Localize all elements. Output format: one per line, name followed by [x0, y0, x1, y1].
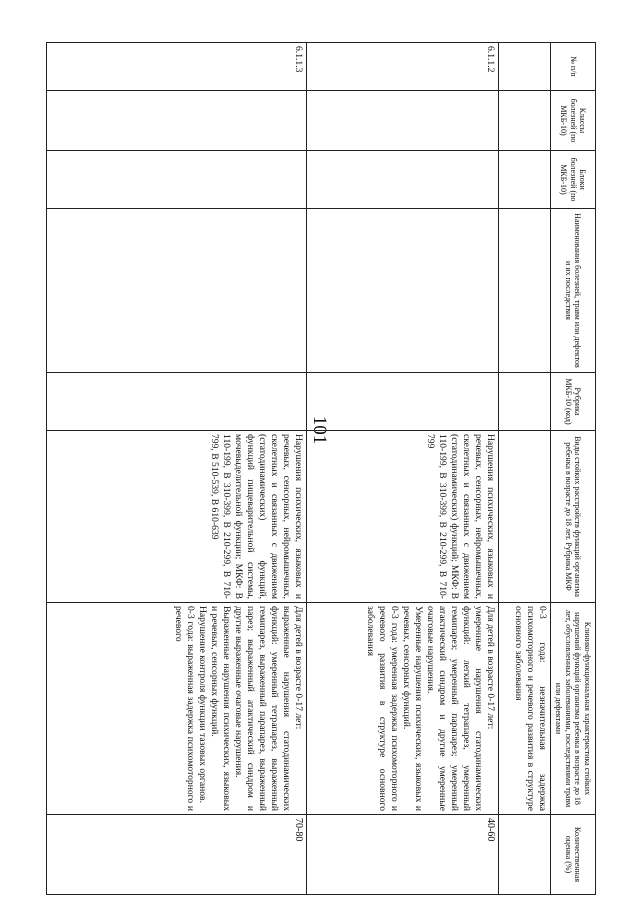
- clinical-line: выраженные нарушения статодинамических функций: умеренный тетрапарез, выраженный гемипарез, выраженный парапарез, выраженный парез; выраженный атактический синдром и другие выраженные очаговые нарушения.: [233, 606, 292, 811]
- header-disorders: Виды стойких расстройств функций организма ребенка в возрасте до 18 лет. Рубрика МКФ: [551, 431, 596, 603]
- disability-criteria-table: [46, 42, 596, 895]
- rotated-table-wrapper: [46, 42, 596, 894]
- score-value: 40-60: [307, 815, 499, 895]
- clinical-line: 0-3 года: выраженная задержка психомоторного и речевого: [173, 606, 196, 811]
- page-number: 101: [309, 415, 330, 445]
- clinical-line: Нарушение контроля функции тазовых органов.: [197, 606, 208, 803]
- header-diseases: Наименования болезней, травм или дефектов и их последствия: [551, 209, 596, 373]
- table-header-row: [551, 43, 596, 895]
- disorders-cell: Нарушения психических, языковых и речевых, сенсорных, нейромышечных, скелетных и связанных с движением (статодинамических) функций, функций пищеварительной системы, мочевыделительной функции; МКФ: В 110-199, В 310-399, В 210-299, В 710-799, В 510-539, В 610-639: [47, 431, 307, 603]
- row-number: 6.1.1.3: [47, 43, 307, 91]
- clinical-line: 0-3 года: умеренная задержка психомоторного и речевого развития в структуре основного заболевания: [365, 606, 400, 811]
- clinical-line: Для детей в возрасте 0-17 лет:: [485, 606, 496, 730]
- clinical-line: умеренные нарушения статодинамических функций: легкий тетрапарез, умеренный гемипарез; умеренный парапарез; умеренный атактический синдром и другие умеренные очаговые нарушения.: [425, 606, 484, 811]
- clinical-cell: 0-3 года: незначительная задержка психомоторного и речевого развития в структуре основного заболевания: [499, 603, 551, 815]
- row-number: 6.1.1.2: [307, 43, 499, 91]
- disorders-cell: Нарушения психических, языковых и речевых, сенсорных, нейромышечных, скелетных и связанных с движением (статодинамических) функций; МКФ: В 110-199, В 310-399, В 210-299, В 710-799: [307, 431, 499, 603]
- clinical-line: Выраженные нарушения психических, языковых и речевых, сенсорных функций.: [209, 606, 232, 811]
- clinical-cell: [47, 603, 307, 815]
- score-value: 70-80: [47, 815, 307, 895]
- header-classes: Классы болезней (по МКБ-10): [551, 91, 596, 151]
- header-score: Количественная оценка (%): [551, 815, 596, 895]
- clinical-cell: [307, 603, 499, 815]
- table-row: [47, 43, 307, 895]
- header-rubric: Рубрика МКБ-10 (код): [551, 373, 596, 431]
- clinical-line: Умеренные нарушения психических, языковых и речевых, сенсорных функций.: [401, 606, 424, 811]
- header-clinical: Клинико-функциональная характеристика стойких нарушений функций организма ребенка в возрасте до 18 лет, обусловленных заболеваниями, последствиями травм или дефектами: [551, 603, 596, 815]
- table-row: [307, 43, 499, 895]
- clinical-line: Для детей в возрасте 0-17 лет:: [293, 606, 304, 730]
- header-num: № п/п: [551, 43, 596, 91]
- header-blocks: Блоки болезней (по МКБ-10): [551, 151, 596, 209]
- table-row-continued: [499, 43, 551, 895]
